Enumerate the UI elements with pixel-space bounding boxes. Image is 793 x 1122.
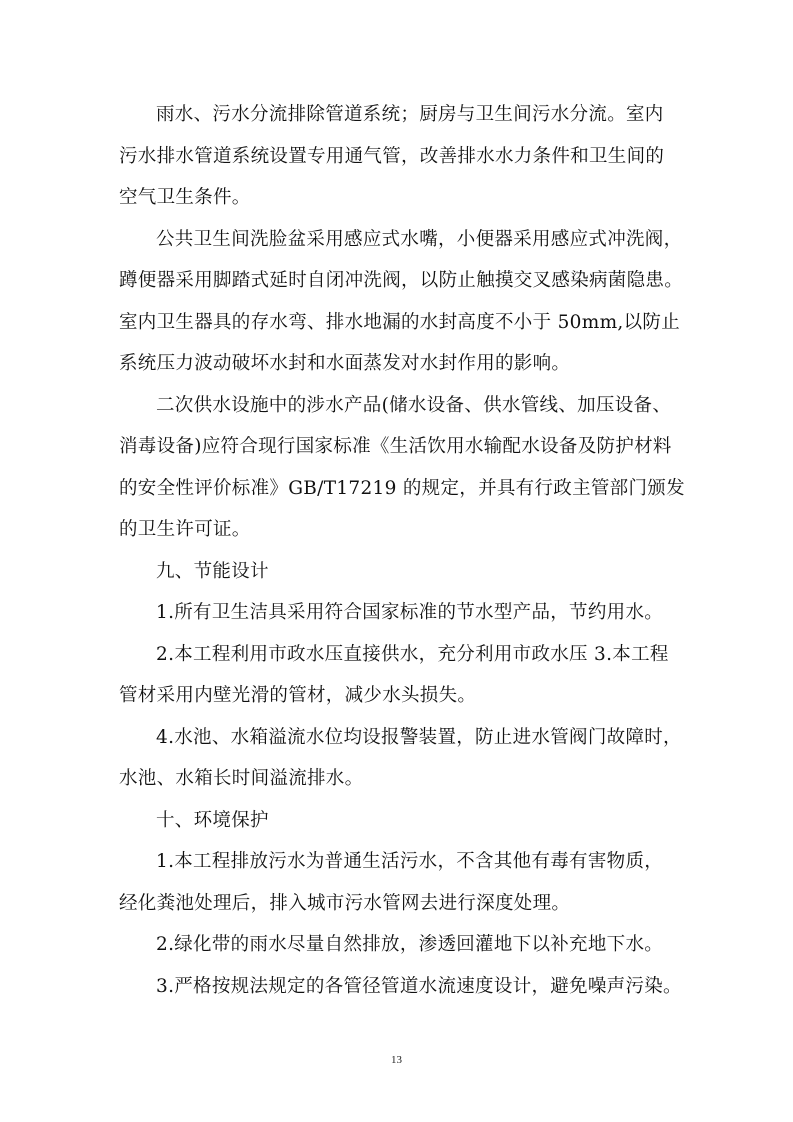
text-line: 1.所有卫生洁具采用符合国家标准的节水型产品，节约用水。 <box>156 602 664 623</box>
text-line: 的卫生许可证。 <box>119 519 251 540</box>
text-line: 3.严格按规法规定的各管径管道水流速度设计，避免噪声污染。 <box>156 975 682 997</box>
body-text <box>119 94 685 1007</box>
text-line: 系统压力波动破坏水封和水面蒸发对水封作用的影响。 <box>119 353 571 374</box>
text-line: 公共卫生间洗脸盆采用感应式水嘴，小便器采用感应式冲洗阀， <box>156 228 683 250</box>
section-heading: 十、环境保护 <box>156 809 269 831</box>
text-line: 的安全性评价标准》GB/T17219 的规定，并具有行政主管部门颁发 <box>119 477 685 499</box>
text-line: 消毒设备)应符合现行国家标准《生活饮用水输配水设备及防护材料 <box>119 436 672 457</box>
text-line: 室内卫生器具的存水弯、排水地漏的水封高度不小于 50mm,以防止 <box>119 311 680 333</box>
text-line: 二次供水设施中的涉水产品(储水设备、供水管线、加压设备、 <box>156 394 672 416</box>
text-line: 1.本工程排放污水为普通生活污水，不含其他有毒有害物质， <box>156 851 664 872</box>
page-number: 13 <box>391 1054 402 1066</box>
text-line: 蹲便器采用脚踏式延时自闭冲洗阀，以防止触摸交叉感染病菌隐患。 <box>119 270 684 291</box>
text-line: 雨水、污水分流排除管道系统；厨房与卫生间污水分流。室内 <box>156 104 664 125</box>
text-line: 4.水池、水箱溢流水位均设报警装置，防止进水管阀门故障时， <box>156 726 682 748</box>
section-heading: 九、节能设计 <box>156 560 269 582</box>
text-line: 水池、水箱长时间溢流排水。 <box>119 768 364 789</box>
text-line: 管材采用内壁光滑的管材，减少水头损失。 <box>119 685 477 706</box>
text-line: 2.本工程利用市政水压直接供水，充分利用市政水压 3.本工程 <box>156 643 669 665</box>
text-line: 污水排水管道系统设置专用通气管，改善排水水力条件和卫生间的 <box>119 145 665 167</box>
text-line: 2.绿化带的雨水尽量自然排放，渗透回灌地下以补充地下水。 <box>156 934 664 955</box>
text-line: 空气卫生条件。 <box>119 187 251 208</box>
text-line: 经化粪池处理后，排入城市污水管网去进行深度处理。 <box>119 892 571 914</box>
